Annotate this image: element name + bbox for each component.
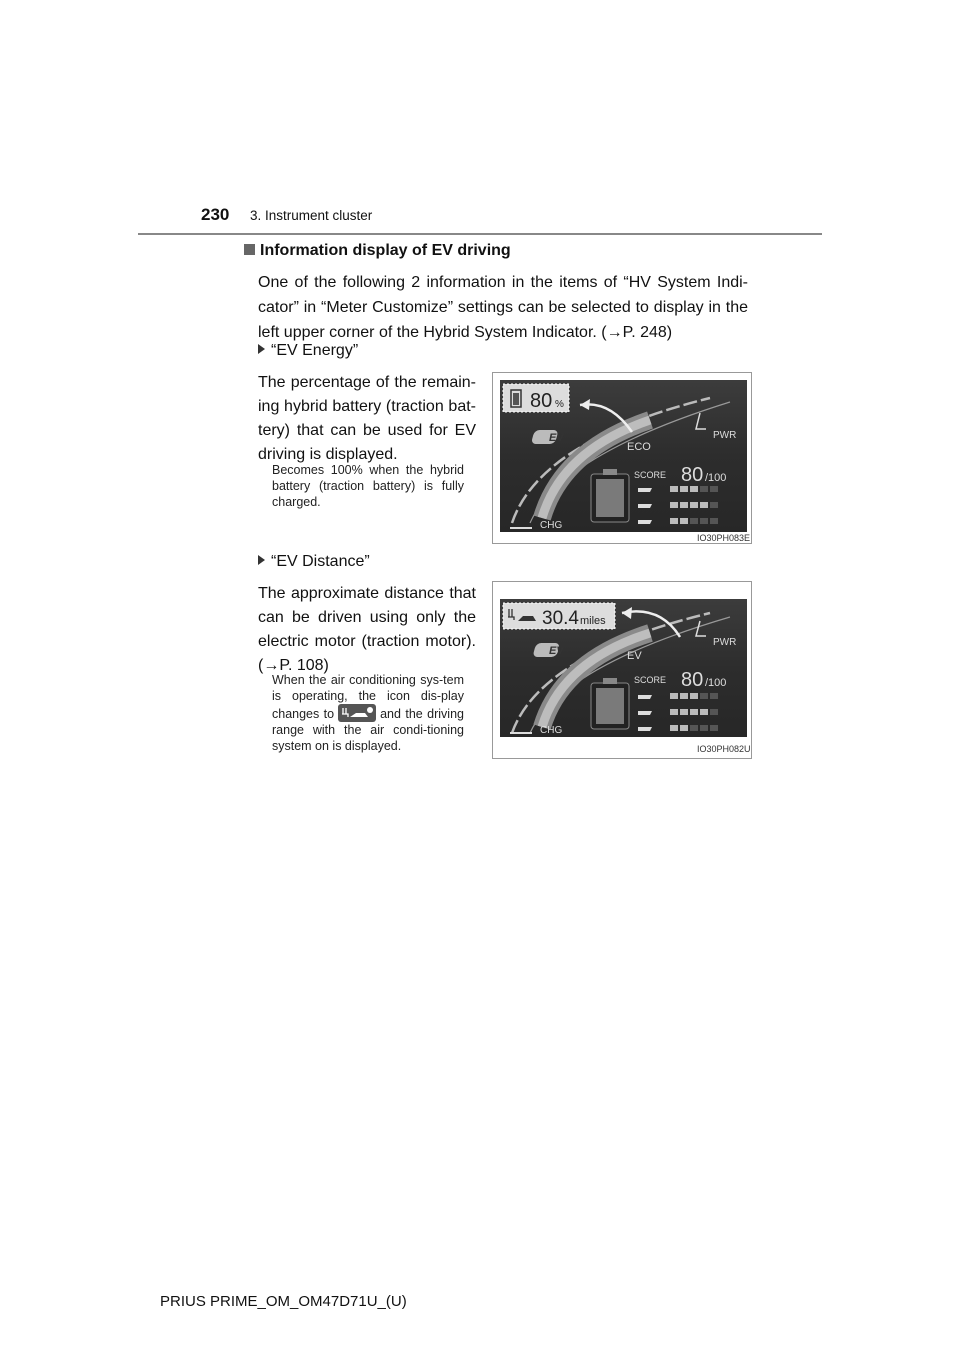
score-value: 80 xyxy=(681,669,704,691)
readout-unit: % xyxy=(555,399,564,410)
score-value: 80 xyxy=(681,464,704,486)
figure-ev-distance xyxy=(492,581,752,759)
hybrid-indicator-screen xyxy=(500,380,747,532)
pwr-label: PWR xyxy=(713,430,737,441)
figure-id: IO30PH082U xyxy=(697,744,751,754)
note-text-a: When the air conditioning sys-tem is operating, the icon dis-play changes to xyxy=(272,673,464,721)
zone-label: EV xyxy=(627,650,642,662)
readout-value: 80 xyxy=(530,390,553,412)
score-max: /100 xyxy=(705,677,727,689)
footer-doc-id: PRIUS PRIME_OM_OM47D71U_(U) xyxy=(160,1293,407,1310)
pwr-label: PWR xyxy=(713,637,737,648)
score-bars xyxy=(638,486,718,524)
item-body-ev-distance: The approximate distance that can be driven using only the electric motor (traction motor). (→P. 108) xyxy=(258,585,476,674)
score-label: SCORE xyxy=(634,675,667,685)
item-body-ev-energy: The percentage of the remain-ing hybrid battery (traction bat-tery) that can be used for EV driving is displayed. xyxy=(258,374,476,463)
chg-label: CHG xyxy=(540,725,563,736)
section-title: 3. Instrument cluster xyxy=(250,208,373,223)
note-text-b: and the driving range with the air condi-tioning system on is displayed. xyxy=(272,707,464,753)
readout-unit: miles xyxy=(580,615,606,627)
item-title-ev-distance xyxy=(258,553,370,571)
figure-id: IO30PH083E xyxy=(697,533,751,543)
air-conditioning-car-icon xyxy=(338,704,376,722)
hybrid-system-indicator-graphic xyxy=(500,380,747,532)
score-label: SCORE xyxy=(634,470,667,480)
zone-label: ECO xyxy=(627,441,651,453)
heading-text: Information display of EV driving xyxy=(260,242,511,259)
item-title-text: “EV Energy” xyxy=(271,342,359,359)
hybrid-system-indicator-graphic xyxy=(500,599,747,737)
item-note-ev-distance xyxy=(272,672,464,754)
ev-badge-text: EV xyxy=(549,645,564,657)
intro-paragraph: One of the following 2 information in the items of “HV System Indi-cator” in “Meter Customize” settings can be selected to display in the left upper corner of the Hybrid System Indicator. (→P. 248) xyxy=(258,274,748,341)
triangle-bullet-icon xyxy=(258,555,265,565)
square-bullet-icon xyxy=(244,244,255,255)
readout-value: 30.4 xyxy=(542,608,579,629)
page-number: 230 xyxy=(201,205,230,224)
section-heading xyxy=(244,242,511,260)
item-title-text: “EV Distance” xyxy=(271,553,370,570)
score-max: /100 xyxy=(705,472,727,484)
figure-ev-energy xyxy=(492,372,752,544)
header-rule xyxy=(138,233,822,235)
chg-label: CHG xyxy=(540,520,563,531)
ev-badge-text: EV xyxy=(549,432,564,444)
item-title-ev-energy xyxy=(258,342,358,360)
item-note-ev-energy: Becomes 100% when the hybrid battery (traction battery) is fully charged. xyxy=(272,463,464,509)
hybrid-indicator-screen xyxy=(500,599,747,737)
score-bars xyxy=(638,693,718,731)
triangle-bullet-icon xyxy=(258,344,265,354)
